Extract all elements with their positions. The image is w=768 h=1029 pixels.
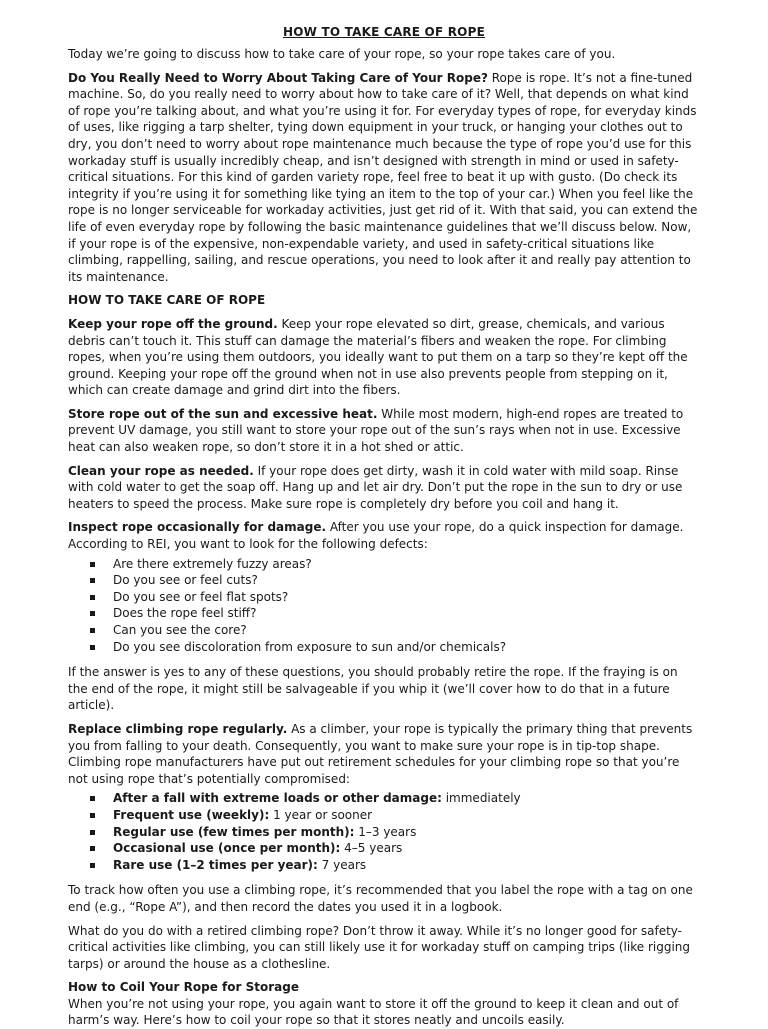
bullet-icon [90,645,95,650]
defect-text: Do you see discoloration from exposure to sun and/or chemicals? [113,639,507,654]
replace-lead: Replace climbing rope regularly. [68,721,288,736]
track-paragraph: To track how often you use a climbing rope, it’s recommended that you label the rope with a tag on one end (e.g., “Rope A”), and then record the dates you used it in a logbook. [68,883,693,914]
defect-text: Do you see or feel flat spots? [113,589,289,604]
schedule-label: Occasional use (once per month): [113,841,341,856]
bullet-icon [90,578,95,583]
list-item [68,840,700,857]
list-item [68,857,700,874]
inspect-lead: Inspect rope occasionally for damage. [68,520,327,535]
document-content [68,24,700,1029]
list-item [68,824,700,841]
list-item [68,589,700,606]
intro-paragraph: Today we’re going to discuss how to take care of your rope, so your rope takes care of you. [68,47,616,61]
inspect-text: After you use your rope, do a quick inspection for damage. According to REI, you want to look for the following defects: [68,520,684,552]
replace-paragraph [68,721,700,787]
schedule-label: After a fall with extreme loads or other damage: [113,791,442,806]
defect-text: Does the rope feel stiff? [113,606,257,621]
worry-paragraph [68,70,700,286]
bullet-icon [90,813,95,818]
list-item [68,790,700,807]
ground-lead: Keep your rope off the ground. [68,316,278,331]
defect-text: Do you see or feel cuts? [113,573,258,588]
schedule-value: 7 years [317,857,367,872]
bullet-icon [90,796,95,801]
list-item [68,556,700,573]
section-heading: HOW TO TAKE CARE OF ROPE [68,293,266,308]
schedule-list [68,790,700,873]
bullet-icon [90,595,95,600]
inspect-paragraph [68,519,700,552]
bullet-icon [90,628,95,633]
schedule-label: Rare use (1–2 times per year): [113,857,318,872]
worry-text: Rope is rope. It’s not a fine-tuned machine. So, do you really need to worry about how to take care of it? Well, that depends on what kind of rope you’re talking about, and what you’re using it for. For everyday types of rope, for everyday kinds of uses, like rigging a tarp shelter, tying down equipment in your truck, or hanging your clothes out to dry, you don’t need to worry about rope maintenance much because the type of rope you’d use for this workaday stuff is usually incredibly cheap, and isn’t designed with strength in mind or used in safety-critical situations. For this kind of garden variety rope, feel free to beat it up with gusto. (Do check its integrity if you’re using it for something like tying an item to the top of your car.) When you feel like the rope is no longer serviceable for workaday activities, just get rid of it. With that said, you can extend the life of even everyday rope by following the basic maintenance guidelines that we’ll discuss below. Now, if your rope is of the expensive, non-expendable variety, and used in safety-critical situations like climbing, rappelling, sailing, and rescue operations, you need to look after it and really pay attention to its maintenance. [68,70,698,284]
retire-paragraph: If the answer is yes to any of these questions, you should probably retire the rope. If the fraying is on the end of the rope, it might still be salvageable if you whip it (we’ll cover how to do that in a future article). [68,665,678,713]
ground-paragraph [68,316,700,399]
sun-paragraph [68,406,700,456]
sun-lead: Store rope out of the sun and excessive heat. [68,406,378,421]
coil-paragraph: When you’re not using your rope, you again want to store it off the ground to keep it clean and out of harm’s way. Here’s how to coil your rope so that it stores neatly and uncoils easily. [68,996,679,1028]
list-item [68,572,700,589]
coil-heading: How to Coil Your Rope for Storage [68,980,299,995]
list-item [68,639,700,656]
schedule-value: immediately [441,791,521,806]
defect-text: Can you see the core? [113,623,247,637]
list-item [68,605,700,622]
schedule-value: 1 year or sooner [269,807,373,822]
bullet-icon [90,611,95,616]
defect-text: Are there extremely fuzzy areas? [113,556,312,571]
clean-lead: Clean your rope as needed. [68,463,254,478]
bullet-icon [90,846,95,851]
schedule-label: Regular use (few times per month): [113,824,355,839]
clean-text: If your rope does get dirty, wash it in cold water with mild soap. Rinse with cold water to get the soap off. Hang up and let air dry. Don’t put the rope in the sun to dry or use heaters to speed the process. Make sure rope is completely dry before you coil and hang it. [68,463,683,511]
clean-paragraph [68,463,700,513]
schedule-value: 1–3 years [354,824,417,839]
document-title: HOW TO TAKE CARE OF ROPE [283,25,485,39]
retired-rope-paragraph: What do you do with a retired climbing rope? Don’t throw it away. While it’s no longer good for safety-critical activities like climbing, you can still likely use it for workaday stuff on camping trips (like rigging tarps) or around the house as a clothesline. [68,923,691,971]
bullet-icon [90,830,95,835]
list-item [68,807,700,824]
replace-text: As a climber, your rope is typically the primary thing that prevents you from falling to your death. Consequently, you want to make sure your rope is in tip-top shape. Climbing rope manufacturers have put out retirement schedules for your climbing rope so that you’re not using rope that’s potentially compromised: [68,721,693,786]
bullet-icon [90,863,95,868]
worry-lead: Do You Really Need to Worry About Taking Care of Your Rope? [68,70,488,85]
sun-text: While most modern, high-end ropes are treated to prevent UV damage, you still want to store your rope out of the sun’s rays when not in use. Excessive heat can also weaken rope, so don’t store it in a hot shed or attic. [68,406,684,455]
list-item [68,622,700,639]
defects-list [68,556,700,656]
schedule-label: Frequent use (weekly): [113,807,270,822]
bullet-icon [90,562,95,567]
ground-text: Keep your rope elevated so dirt, grease, chemicals, and various debris can’t touch it. This stuff can damage the material’s fibers and weaken the rope. For climbing ropes, when you’re using them outdoors, you ideally want to put them on a tarp so they’re kept off the ground. Keeping your rope off the ground when not in use also prevents people from stepping on it, which can create damage and grind dirt into the fibers. [68,316,688,398]
schedule-value: 4–5 years [340,841,403,856]
